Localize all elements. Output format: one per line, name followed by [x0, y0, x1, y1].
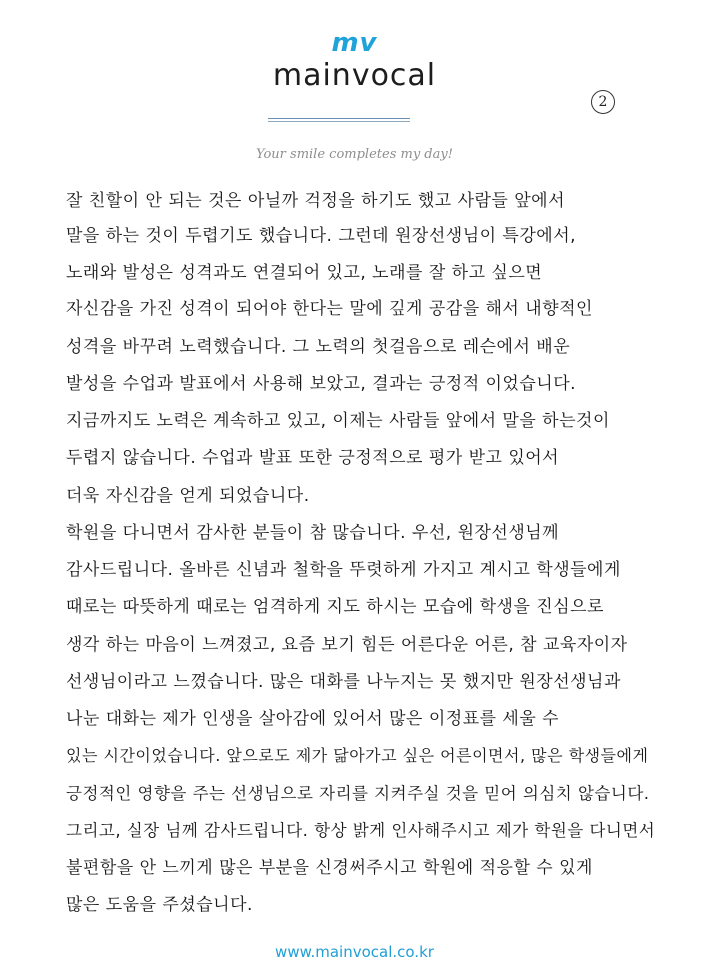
- letter-line: 발성을 수업과 발표에서 사용해 보았고, 결과는 긍정적 이었습니다.: [66, 374, 577, 394]
- letter-line: 있는 시간이었습니다. 앞으로도 제가 닮아가고 싶은 어른이면서, 많은 학생들에게: [66, 746, 649, 765]
- website-link[interactable]: www.mainvocal.co.kr: [275, 943, 434, 961]
- letter-line: 두렵지 않습니다. 수업과 발표 또한 긍정적으로 평가 받고 있어서: [66, 448, 560, 468]
- letter-line: 학원을 다니면서 감사한 분들이 참 많습니다. 우선, 원장선생님께: [66, 523, 560, 543]
- page-number: 2: [591, 90, 615, 114]
- letterhead: [0, 0, 709, 170]
- letter-line: 말을 하는 것이 두렵기도 했습니다. 그런데 원장선생님이 특강에서,: [66, 226, 577, 246]
- letter-line: 더욱 자신감을 얻게 되었습니다.: [66, 486, 310, 506]
- letter-line: 감사드립니다. 올바른 신념과 철학을 뚜렷하게 가지고 계시고 학생들에게: [66, 560, 621, 580]
- letter-line: 많은 도움을 주셨습니다.: [66, 895, 253, 915]
- letter-line: 지금까지도 노력은 계속하고 있고, 이제는 사람들 앞에서 말을 하는것이: [66, 411, 610, 431]
- tagline: Your smile completes my day!: [256, 147, 453, 162]
- letter-line: 생각 하는 마음이 느껴졌고, 요즘 보기 힘든 어른다운 어른, 참 교육자이자: [66, 635, 628, 655]
- letter-line: 잘 친할이 안 되는 것은 아닐까 걱정을 하기도 했고 사람들 앞에서: [66, 191, 566, 211]
- letter-line: 노래와 발성은 성격과도 연결되어 있고, 노래를 잘 하고 싶으면: [66, 263, 543, 283]
- letter-line: 나눈 대화는 제가 인생을 살아감에 있어서 많은 이정표를 세울 수: [66, 709, 560, 729]
- letter-line: 때로는 따뜻하게 때로는 엄격하게 지도 하시는 모습에 학생을 진심으로: [66, 597, 604, 617]
- letter-line: 그리고, 실장 님께 감사드립니다. 항상 밝게 인사해주시고 제가 학원을 다니면서: [66, 821, 656, 840]
- logo-mark: mv: [331, 28, 378, 58]
- letter-line: 성격을 바꾸려 노력했습니다. 그 노력의 첫걸음으로 레슨에서 배운: [66, 337, 571, 357]
- letter-line: 자신감을 가진 성격이 되어야 한다는 말에 깊게 공감을 해서 내향적인: [66, 299, 593, 319]
- divider: [268, 118, 410, 122]
- logo-wordmark: mainvocal: [272, 58, 437, 93]
- letter-line: 긍정적인 영향을 주는 선생님으로 자리를 지켜주실 것을 믿어 의심치 않습니다.: [66, 784, 650, 803]
- letter-line: 선생님이라고 느꼈습니다. 많은 대화를 나누지는 못 했지만 원장선생님과: [66, 672, 621, 692]
- letter-line: 불편함을 안 느끼게 많은 부분을 신경써주시고 학원에 적응할 수 있게: [66, 858, 593, 878]
